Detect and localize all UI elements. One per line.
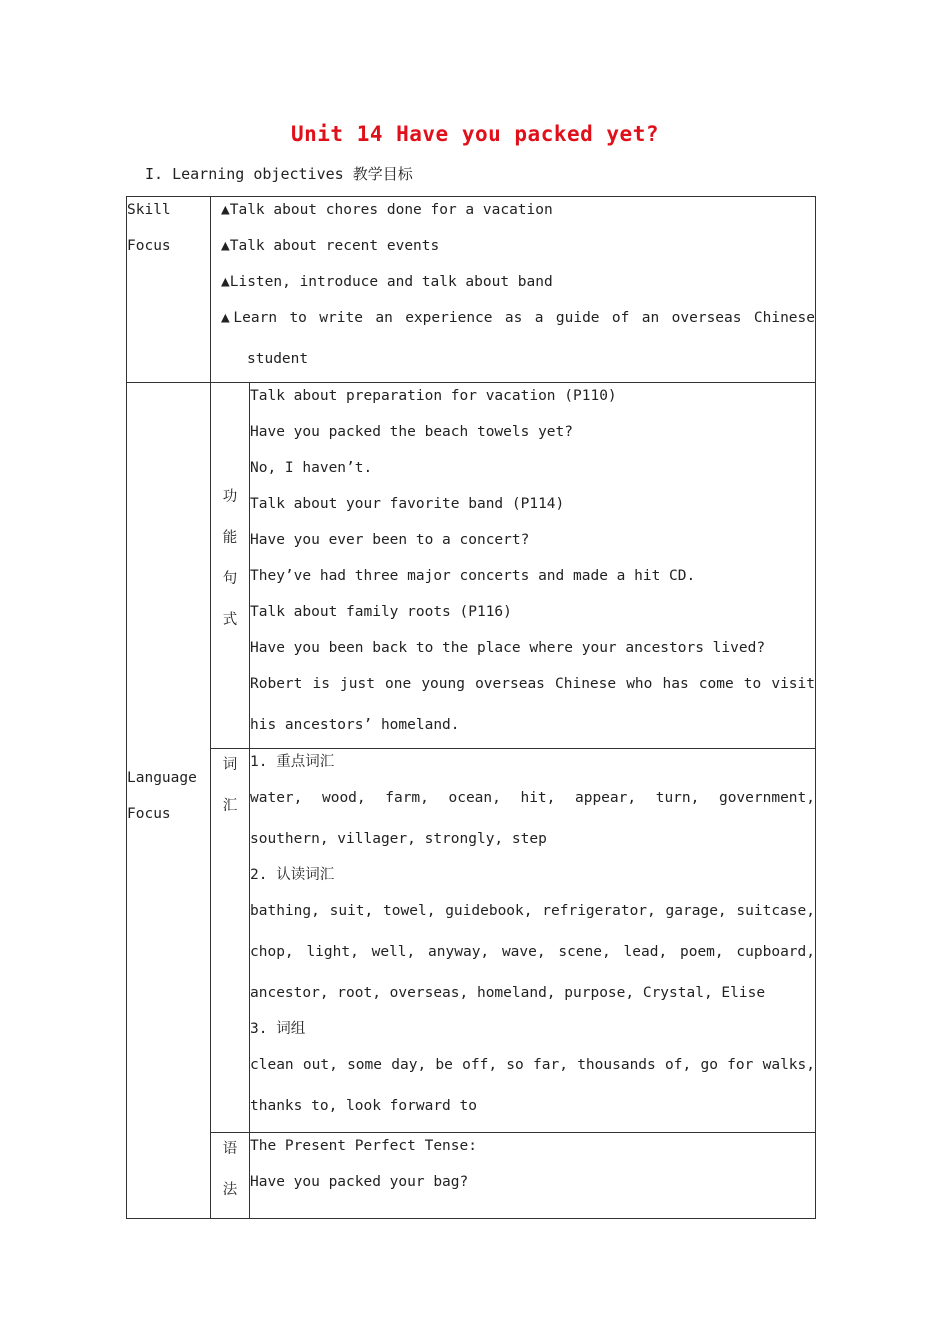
functions-label	[211, 383, 250, 749]
grammar-label-char: 法	[222, 1182, 238, 1198]
vocabulary-line: clean out, some day, be off, so far, thousands of, go for walks,	[250, 1057, 815, 1073]
skill-focus-row	[127, 197, 816, 383]
skill-item: ▲Learn to write an experience as a guide of an overseas Chinese	[221, 310, 815, 326]
grammar-row	[127, 1133, 816, 1219]
function-line: his ancestors’ homeland.	[250, 717, 460, 733]
vocabulary-label-char: 汇	[222, 798, 238, 814]
function-line: Have you ever been to a concert?	[250, 532, 530, 548]
skill-focus-label	[127, 197, 211, 383]
vocabulary-heading: 2. 认读词汇	[250, 867, 335, 883]
functions-row	[127, 383, 816, 749]
vocabulary-row	[127, 749, 816, 1133]
language-label-line: Focus	[127, 805, 171, 822]
function-line: No, I haven’t.	[250, 460, 373, 476]
vocabulary-line: ancestor, root, overseas, homeland, purpose, Crystal, Elise	[250, 985, 766, 1001]
grammar-label-char: 语	[222, 1141, 238, 1157]
functions-label-char: 功	[222, 488, 238, 505]
grammar-label	[211, 1133, 250, 1219]
functions-label-char: 能	[222, 529, 238, 546]
vocabulary-line: bathing, suit, towel, guidebook, refrigerator, garage, suitcase,	[250, 903, 815, 919]
vocabulary-line: chop, light, well, anyway, wave, scene, lead, poem, cupboard,	[250, 944, 815, 960]
skill-label-line: Skill	[127, 202, 171, 218]
function-line: Talk about family roots (P116)	[250, 604, 512, 620]
vocabulary-heading: 1. 重点词汇	[250, 754, 335, 770]
language-label-line: Language	[127, 769, 197, 786]
learning-objectives-table	[126, 196, 816, 1219]
skill-item: ▲Listen, introduce and talk about band	[221, 274, 553, 290]
function-line: Have you packed the beach towels yet?	[250, 424, 574, 440]
function-line: Talk about your favorite band (P114)	[250, 496, 565, 512]
grammar-line: The Present Perfect Tense:	[250, 1138, 477, 1154]
vocabulary-line: water, wood, farm, ocean, hit, appear, turn, government,	[250, 790, 815, 806]
function-line: Talk about preparation for vacation (P110)	[250, 388, 617, 404]
functions-label-char: 句	[222, 570, 238, 587]
vocabulary-line: southern, villager, strongly, step	[250, 831, 547, 847]
language-focus-label	[127, 383, 211, 1219]
page-title: Unit 14 Have you packed yet?	[290, 122, 659, 146]
vocabulary-heading: 3. 词组	[250, 1021, 306, 1037]
functions-content	[250, 383, 816, 749]
skill-label-line: Focus	[127, 238, 171, 254]
function-line: Robert is just one young overseas Chinese who has come to visit	[250, 676, 815, 692]
section-heading: I. Learning objectives 教学目标	[145, 165, 413, 183]
skill-focus-content	[211, 197, 816, 383]
function-line: Have you been back to the place where your ancestors lived?	[250, 640, 766, 656]
grammar-line: Have you packed your bag?	[250, 1174, 469, 1190]
vocabulary-content	[250, 749, 816, 1133]
skill-item: ▲Talk about chores done for a vacation	[221, 202, 553, 218]
vocabulary-label	[211, 749, 250, 1133]
function-line: They’ve had three major concerts and made a hit CD.	[250, 568, 696, 584]
grammar-content	[250, 1133, 816, 1219]
skill-item: ▲Talk about recent events	[221, 238, 440, 254]
skill-item: student	[247, 351, 309, 367]
vocabulary-line: thanks to, look forward to	[250, 1098, 477, 1114]
vocabulary-label-char: 词	[222, 757, 238, 773]
functions-label-char: 式	[222, 611, 238, 628]
